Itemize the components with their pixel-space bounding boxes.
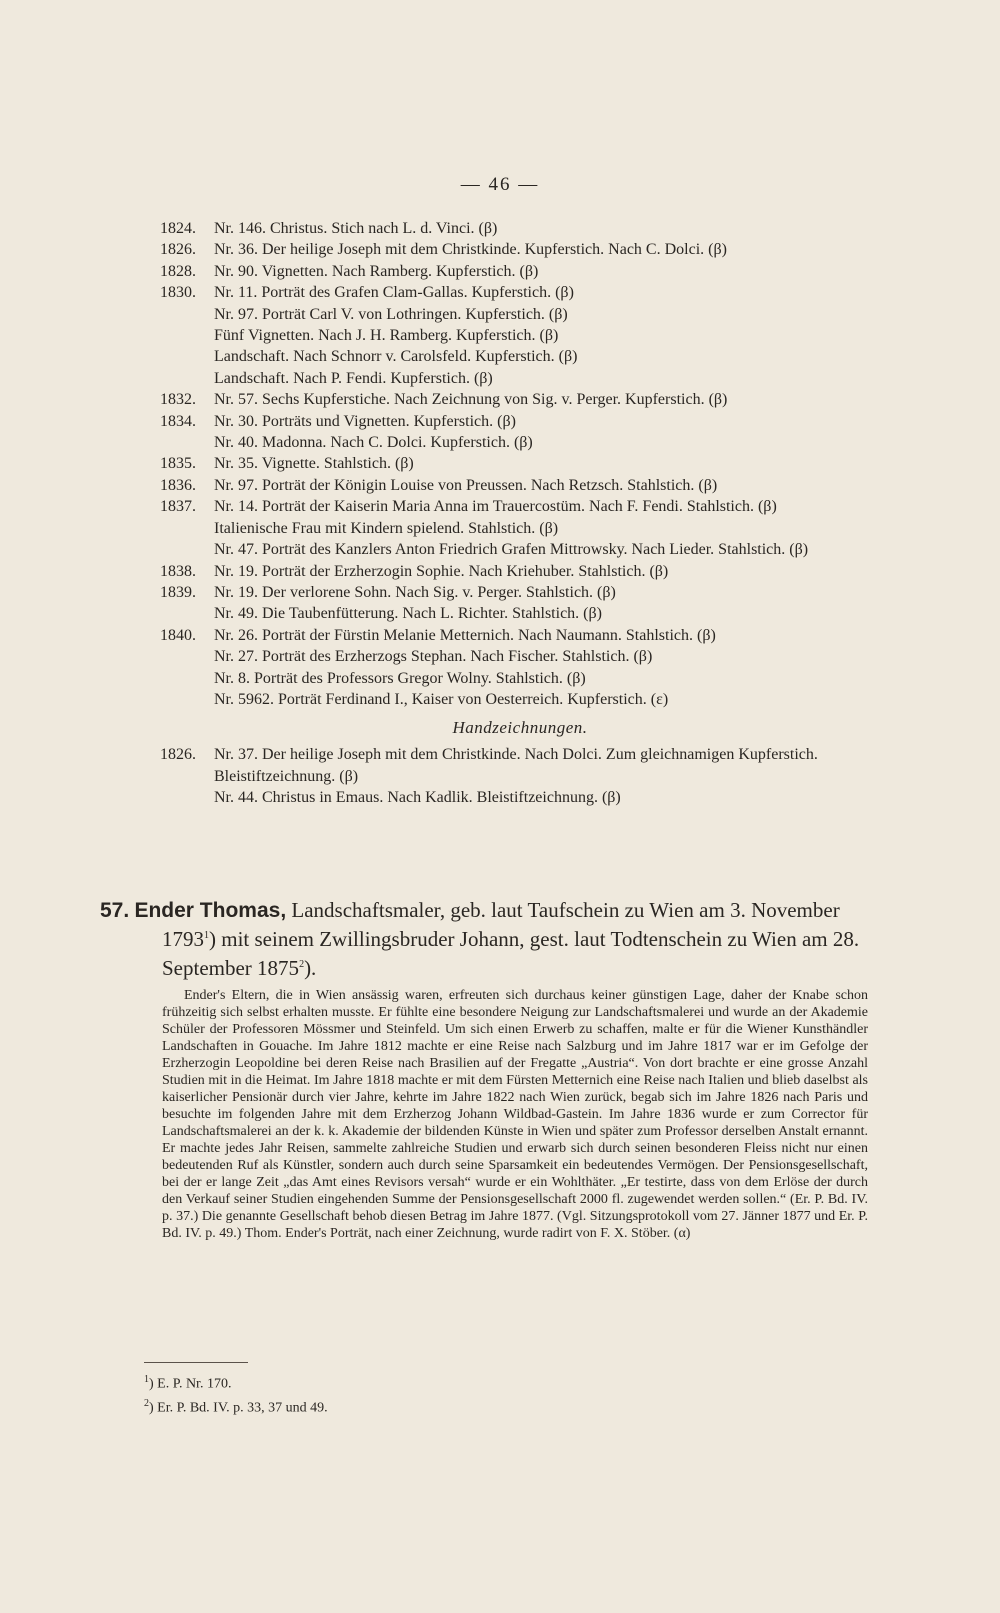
entry-year: 1837.: [160, 498, 196, 516]
catalog-entry: [160, 475, 880, 496]
engravings-list: [160, 218, 880, 710]
footnote-1: [144, 1370, 328, 1394]
entry-text: Nr. 37. Der heilige Joseph mit dem Christkinde. Nach Dolci. Zum gleichnamigen Kupferstich. Bleistiftzeichnung. (β): [214, 746, 818, 785]
entry-text: Nr. 19. Der verlorene Sohn. Nach Sig. v. Perger. Stahlstich. (β): [214, 583, 616, 601]
footnote-text-1: ) E. P. Nr. 170.: [149, 1376, 232, 1392]
artist-heading: [100, 898, 868, 981]
catalog-entry: [160, 261, 880, 282]
catalog-entry: [160, 625, 880, 646]
artist-number: 57.: [100, 899, 130, 922]
entry-text: Nr. 47. Porträt des Kanzlers Anton Friedrich Grafen Mittrowsky. Nach Lieder. Stahlstich. (β): [214, 541, 809, 559]
catalog-entry: [160, 496, 880, 517]
artist-heading-text-c: ).: [304, 956, 317, 980]
footnote-rule: [144, 1362, 248, 1363]
footnote-text-2: ) Er. P. Bd. IV. p. 33, 37 und 49.: [149, 1400, 328, 1416]
catalog-entry: [160, 646, 880, 667]
catalog-entry: [160, 518, 880, 539]
drawing-entry: [160, 787, 880, 808]
entry-text: Nr. 97. Porträt Carl V. von Lothringen. Kupferstich. (β): [214, 305, 568, 323]
entry-text: Nr. 40. Madonna. Nach C. Dolci. Kupferstich. (β): [214, 434, 533, 452]
footnote-ref-2: 2: [299, 959, 305, 970]
catalog-list: [160, 218, 880, 809]
catalog-entry: [160, 389, 880, 410]
drawings-heading: Handzeichnungen.: [452, 718, 588, 738]
entry-text: Nr. 44. Christus in Emaus. Nach Kadlik. Bleistiftzeichnung. (β): [214, 789, 621, 807]
artist-heading-text-b: ) mit seinem Zwillingsbruder Johann, gest. laut Todtenschein zu Wien am 28. September 1875: [162, 927, 860, 980]
entry-year: 1834.: [160, 412, 196, 430]
catalog-entry: [160, 668, 880, 689]
entry-text: Landschaft. Nach Schnorr v. Carolsfeld. Kupferstich. (β): [214, 348, 578, 366]
catalog-entry: [160, 325, 880, 346]
drawing-entry: [160, 744, 880, 787]
entry-text: Nr. 36. Der heilige Joseph mit dem Christkinde. Kupferstich. Nach C. Dolci. (β): [214, 241, 727, 259]
entry-text: Italienische Frau mit Kindern spielend. Stahlstich. (β): [214, 519, 559, 537]
drawings-list: [160, 744, 880, 808]
entry-text: Nr. 30. Porträts und Vignetten. Kupferstich. (β): [214, 412, 516, 430]
catalog-entry: [160, 561, 880, 582]
entry-text: Landschaft. Nach P. Fendi. Kupferstich. (β): [214, 369, 493, 387]
entry-year: 1824.: [160, 220, 196, 237]
entry-text: Nr. 27. Porträt des Erzherzogs Stephan. Nach Fischer. Stahlstich. (β): [214, 648, 653, 666]
artist-heading-text-a: Landschaftsmaler, geb. laut Taufschein zu Wien am 3. November 1793: [162, 898, 840, 951]
entry-year: 1826.: [160, 241, 196, 259]
catalog-entry: [160, 603, 880, 624]
catalog-entry: [160, 346, 880, 367]
entry-year: 1836.: [160, 476, 196, 494]
entry-year: 1840.: [160, 626, 196, 644]
entry-year: 1839.: [160, 583, 196, 601]
catalog-entry: [160, 218, 880, 239]
catalog-entry: [160, 368, 880, 389]
artist-entry: [100, 898, 868, 1242]
entry-year: 1828.: [160, 262, 196, 280]
entry-text: Nr. 14. Porträt der Kaiserin Maria Anna im Trauercostüm. Nach F. Fendi. Stahlstich. (β): [214, 498, 777, 516]
entry-year: 1830.: [160, 284, 196, 302]
entry-text: Nr. 49. Die Taubenfütterung. Nach L. Richter. Stahlstich. (β): [214, 605, 602, 623]
entry-text: Nr. 5962. Porträt Ferdinand I., Kaiser von Oesterreich. Kupferstich. (ε): [214, 690, 669, 708]
entry-text: Nr. 97. Porträt der Königin Louise von Preussen. Nach Retzsch. Stahlstich. (β): [214, 476, 718, 494]
entry-year: 1832.: [160, 391, 196, 409]
catalog-entry: [160, 282, 880, 303]
entry-text: Nr. 57. Sechs Kupferstiche. Nach Zeichnung von Sig. v. Perger. Kupferstich. (β): [214, 391, 728, 409]
catalog-entry: [160, 411, 880, 432]
entry-text: Nr. 11. Porträt des Grafen Clam-Gallas. Kupferstich. (β): [214, 284, 574, 302]
entry-year: 1838.: [160, 562, 196, 580]
entry-text: Nr. 35. Vignette. Stahlstich. (β): [214, 455, 414, 473]
entry-text: Nr. 146. Christus. Stich nach L. d. Vinci. (β): [214, 220, 498, 237]
catalog-entry: [160, 582, 880, 603]
entry-text: Nr. 26. Porträt der Fürstin Melanie Metternich. Nach Naumann. Stahlstich. (β): [214, 626, 716, 644]
artist-biography: Ender's Eltern, die in Wien ansässig waren, erfreuten sich durchaus keiner günstigen Lage, daher der Knabe schon frühzeitig sich selbst erhalten musste. Er fühlte eine besondere Neigung zur Landschaftsmalerei und wurde an der Akademie Schüler der Professoren Mössmer und Steinfeld. Um sich einen Erwerb zu schaffen, malte er für die Wiener Kunsthändler Landschaften in Gouache. Im Jahre 1812 machte er eine Reise nach Salzburg und im Jahre 1817 war er im Gefolge der Erzherzogin Leopoldine bei deren Reise nach Brasilien auf der Fregatte „Austria“. Von dort brachte er eine grosse Anzahl Studien mit in die Heimat. Im Jahre 1818 machte er mit dem Fürsten Metternich eine Reise nach Italien und blieb daselbst als kaiserlicher Pensionär durch vier Jahre, kehrte im Jahre 1822 nach Wien zurück, begab sich im Jahre 1826 nach Paris und besuchte im folgenden Jahre mit dem Erzherzog Johann Wildbad-Gastein. Im Jahre 1836 wurde er zum Corrector für Landschaftsmalerei an der k. k. Akademie der bildenden Künste in Wien und später zum Professor derselben Anstalt ernannt. Er machte jedes Jahr Reisen, sammelte zahlreiche Studien und erwarb sich durch seinen besonderen Fleiss nicht nur einen bedeutenden Ruf als Künstler, sondern auch durch seine Sparsamkeit ein bedeutendes Vermögen. Der Pensionsgesellschaft, bei der er lange Zeit „das Amt eines Revisors versah“ wurde er ein Wohlthäter. „Er testirte, dass von dem Erlöse der durch den Verkauf seiner Studien eingehenden Summe der Pensionsgesellschaft 2000 fl. zugewendet werden sollen.“ (Er. P. Bd. IV. p. 37.) Die genannte Gesellschaft behob diesen Betrag im Jahre 1877. (Vgl. Sitzungsprotokoll vom 27. Jänner 1877 und Er. P. Bd. IV. p. 49.) Thom. Ender's Porträt, nach einer Zeichnung, wurde radirt von F. X. Stöber. (α): [162, 988, 868, 1241]
footnote-mark-2: 2: [144, 1397, 149, 1409]
catalog-entry: [160, 689, 880, 710]
footnote-2: [144, 1394, 328, 1418]
catalog-entry: [160, 432, 880, 453]
footnotes: [144, 1370, 328, 1417]
page-number: — 46 —: [460, 174, 540, 195]
entry-text: Nr. 8. Porträt des Professors Gregor Wolny. Stahlstich. (β): [214, 669, 586, 687]
catalog-entry: [160, 539, 880, 560]
footnote-mark-1: 1: [144, 1374, 149, 1385]
entry-year: 1826.: [160, 746, 196, 764]
entry-text: Nr. 19. Porträt der Erzherzogin Sophie. Nach Kriehuber. Stahlstich. (β): [214, 562, 669, 580]
footnote-ref-1: 1: [204, 930, 209, 941]
entry-year: 1835.: [160, 455, 196, 473]
entry-text: Nr. 90. Vignetten. Nach Ramberg. Kupferstich. (β): [214, 262, 539, 280]
catalog-entry: [160, 453, 880, 474]
catalog-entry: [160, 239, 880, 260]
entry-text: Fünf Vignetten. Nach J. H. Ramberg. Kupferstich. (β): [214, 327, 559, 345]
artist-name: Ender Thomas,: [134, 899, 287, 922]
catalog-entry: [160, 304, 880, 325]
